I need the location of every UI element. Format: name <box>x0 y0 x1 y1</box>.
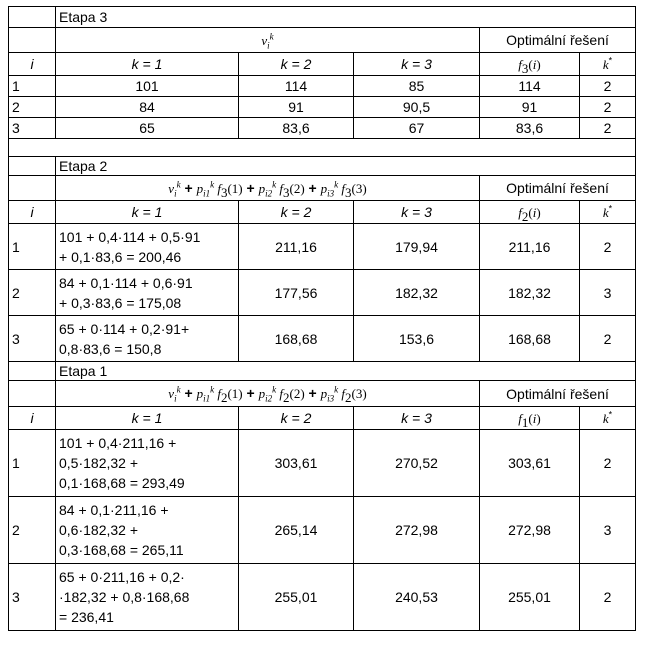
stage2-optimal-header: Optimální řešení <box>480 176 636 201</box>
stage3-title-row <box>9 7 636 28</box>
stage2-title-row <box>9 157 636 176</box>
col-kstar-header: k* <box>580 53 636 76</box>
col-kstar-header: k* <box>580 201 636 224</box>
table-row: 2 84 + 0,1·114 + 0,6·91 + 0,3·83,6 = 175,08 177,56 182,32 182,32 3 <box>9 270 636 316</box>
stage1-column-row: i k = 1 k = 2 k = 3 $f_1(i)$ k* <box>9 407 636 430</box>
col-f3-header: $f_3(i)$ <box>480 53 580 76</box>
stage2-formula-header: $\nu_i^k + p_{i1}^k$ $f_3(1) + p_{i2}^k$ $f_3(2) + p_{i3}^k$ $f_3(3)$ <box>56 176 480 201</box>
stage1-header-row <box>9 381 636 407</box>
table-row: 1 101 + 0,4·114 + 0,5·91 + 0,1·83,6 = 200,46 211,16 179,94 211,16 2 <box>9 224 636 270</box>
col-k3-header: k = 3 <box>354 53 480 76</box>
stage2-title: Etapa 2 <box>56 157 636 176</box>
col-k2-header: k = 2 <box>239 53 354 76</box>
stage3-optimal-header: Optimální řešení <box>480 28 636 53</box>
col-k1-header: k = 1 <box>56 53 239 76</box>
col-f2-header: $f_2(i)$ <box>480 201 580 224</box>
col-f1-header: $f_1(i)$ <box>480 407 580 430</box>
stage1-title-row <box>9 362 636 381</box>
table-row: 1 101 + 0,4·211,16 + 0,5·182,32 + 0,1·168,68 = 293,49 303,61 270,52 303,61 2 <box>9 430 636 497</box>
table-row: 3 65 83,6 67 83,6 2 <box>9 118 636 139</box>
table-row: 3 65 + 0·211,16 + 0,2· ·182,32 + 0,8·168,68 = 236,41 255,01 240,53 255,01 2 <box>9 564 636 631</box>
stage1-title: Etapa 1 <box>56 362 636 381</box>
stage3-header-row <box>9 28 636 53</box>
col-kstar-header: k* <box>580 407 636 430</box>
dynamic-programming-table <box>8 6 636 631</box>
stage1-optimal-header: Optimální řešení <box>480 381 636 407</box>
stage3-title: Etapa 3 <box>56 7 636 28</box>
stage2-column-row: i k = 1 k = 2 k = 3 $f_2(i)$ k* <box>9 201 636 224</box>
stage3-column-row <box>9 53 636 76</box>
stage1-formula-header: $\nu_i^k + p_{i1}^k$ $f_2(1) + p_{i2}^k$ $f_2(2) + p_{i3}^k$ $f_2(3)$ <box>56 381 480 407</box>
stage2-header-row <box>9 176 636 201</box>
stage3-value-header: $\nu_i^k$ <box>56 28 480 53</box>
table-row: 1 101 114 85 114 2 <box>9 76 636 97</box>
table-row: 3 65 + 0·114 + 0,2·91+ 0,8·83,6 = 150,8 168,68 153,6 168,68 2 <box>9 316 636 362</box>
spacer-row <box>9 139 636 157</box>
col-i-header: i <box>9 53 56 76</box>
table-row: 2 84 91 90,5 91 2 <box>9 97 636 118</box>
table-row: 2 84 + 0,1·211,16 + 0,6·182,32 + 0,3·168,68 = 265,11 265,14 272,98 272,98 3 <box>9 497 636 564</box>
